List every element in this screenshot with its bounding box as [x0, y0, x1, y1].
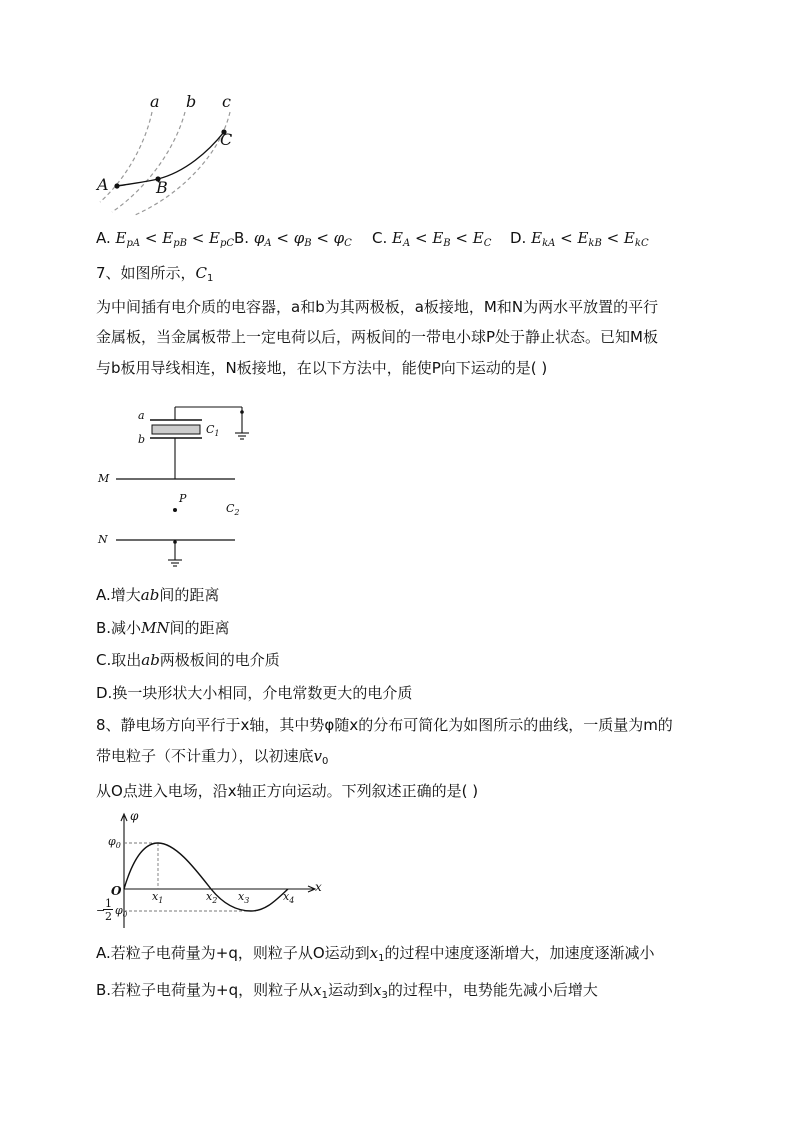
q7-option-a-pre: A.增大: [96, 586, 141, 604]
q8-option-b-x1: x: [313, 981, 322, 999]
half-numerator: 1: [105, 897, 112, 910]
point-C-label: C: [220, 130, 233, 149]
q7-line2: 为中间插有电介质的电容器，a和b为其两极板，a板接地，M和N为两水平放置的平行: [96, 298, 659, 316]
q7-line1: [96, 263, 213, 289]
x3-label: [238, 890, 249, 905]
x1-letter: x: [152, 890, 159, 903]
option-b-prefix: B.: [234, 229, 250, 247]
c1-letter: C: [206, 423, 215, 436]
q7-c1-symbol: C: [195, 264, 208, 282]
q8-line1: 8、静电场方向平行于x轴，其中势φ随x的分布可简化为如图所示的曲线，一质量为m的: [96, 716, 673, 734]
q7-option-c-pre: C.取出: [96, 651, 142, 669]
q8-v0-sub: 0: [322, 756, 329, 767]
q7-option-b[interactable]: [96, 618, 230, 638]
q8-v0-symbol: v: [313, 747, 322, 765]
q7-option-a-post: 间的距离: [159, 586, 220, 604]
x4-letter: x: [283, 890, 290, 903]
capacitor-circuit-diagram: [90, 385, 260, 575]
q8-option-a-sub: 1: [378, 953, 385, 964]
q7-c1-sub: 1: [207, 273, 214, 284]
option-d-prefix: D.: [510, 229, 527, 247]
c2-label: [226, 502, 240, 517]
phi0-letter: φ: [108, 835, 116, 848]
plate-a-label: a: [138, 409, 145, 422]
phi0-label: [108, 835, 121, 850]
c2-letter: C: [226, 502, 235, 515]
origin-label: O: [111, 884, 122, 898]
q7-line4: 与b板用导线相连，N板接地，在以下方法中，能使P向下运动的是( ): [96, 359, 548, 377]
equipotential-figure: [90, 90, 250, 220]
q7-line3: 金属板，当金属板带上一定电荷以后，两板间的一带电小球P处于静止状态。已知M板: [96, 328, 658, 346]
point-A-label: A: [97, 175, 109, 194]
half-denominator: 2: [105, 910, 112, 923]
c1-subscript: 1: [214, 429, 220, 438]
x3-sub: 3: [244, 896, 250, 905]
q7-option-a-math: ab: [140, 586, 160, 604]
phi-axis-label: φ: [130, 809, 139, 823]
q8-option-b-sub3: 3: [381, 990, 388, 1001]
capacitor-figure: [90, 385, 260, 575]
q7-option-b-math: MN: [141, 619, 170, 637]
q7-option-c-math: ab: [141, 651, 160, 669]
q7-option-c-post: 两极板间的电介质: [159, 651, 280, 669]
x-axis-label: x: [315, 880, 322, 894]
q8-line3: 从O点进入电场，沿x轴正方向运动。下列叙述正确的是( ): [96, 782, 479, 800]
x1-sub: 1: [158, 896, 164, 905]
phi0-sub: 0: [115, 841, 121, 850]
x2-label: [206, 890, 217, 905]
q7-line1-text: 7、如图所示，: [96, 264, 196, 282]
q6-option-d[interactable]: D. $E_{kA} < E_{kB} < E_{kC}$: [510, 229, 649, 249]
q8-line2: [96, 746, 328, 772]
option-a-prefix: A.: [96, 229, 111, 247]
q8-option-b-x3: x: [373, 981, 382, 999]
plate-N-label: N: [98, 533, 108, 546]
q8-option-b-post: 的过程中，电势能先减小后增大: [387, 981, 598, 999]
plate-b-label: b: [138, 433, 146, 446]
q7-option-b-post: 间的距离: [169, 619, 230, 637]
x4-label: [283, 890, 294, 905]
q8-option-b-pre: B.若粒子电荷量为+q，则粒子从: [96, 981, 314, 999]
q8-option-b-mid: 运动到: [328, 981, 374, 999]
q8-option-a[interactable]: [96, 943, 655, 969]
q8-option-a-post: 的过程中速度逐渐增大，加速度逐渐减小: [384, 944, 655, 962]
c1-label: [206, 423, 220, 438]
point-B-label: B: [156, 178, 168, 197]
plate-M-label: M: [98, 472, 110, 485]
q6-option-a[interactable]: A. $E_{pA} < E_{pB} < E_{pC}$: [96, 229, 235, 249]
q8-option-a-x: x: [369, 944, 379, 962]
q6-option-c[interactable]: C. $E_A < E_B < E_C$: [372, 229, 492, 249]
x2-sub: 2: [212, 896, 218, 905]
q7-option-d[interactable]: D.换一块形状大小相同，介电常数更大的电介质: [96, 684, 413, 702]
x3-letter: x: [238, 890, 245, 903]
c2-subscript: 2: [234, 508, 240, 517]
potential-graph: φ $\varphi_0$ O x $x_1$ $x_2$ $x_3$ $x_4$ − 1 2 $\varphi_0$: [96, 810, 336, 935]
q7-option-b-pre: B.减小: [96, 619, 142, 637]
line-b-label: b: [186, 92, 197, 111]
q8-option-b[interactable]: [96, 980, 598, 1006]
x1-label: [152, 890, 163, 905]
x2-letter: x: [206, 890, 213, 903]
q8-option-a-pre: A.若粒子电荷量为+q，则粒子从O运动到: [96, 944, 370, 962]
q7-option-c[interactable]: [96, 650, 280, 670]
q6-option-b[interactable]: B. $\varphi_A < \varphi_B < \varphi_C$: [234, 229, 352, 249]
option-c-prefix: C.: [372, 229, 388, 247]
line-a-label: a: [150, 92, 160, 111]
q7-option-a[interactable]: [96, 585, 219, 605]
line-c-label: c: [222, 92, 231, 111]
x4-sub: 4: [289, 896, 295, 905]
q8-line2-text: 带电粒子（不计重力），以初速底: [96, 747, 314, 765]
potential-curve-diagram: [96, 810, 336, 935]
point-P-label: P: [179, 492, 187, 505]
q8-option-b-sub1: 1: [321, 990, 328, 1001]
